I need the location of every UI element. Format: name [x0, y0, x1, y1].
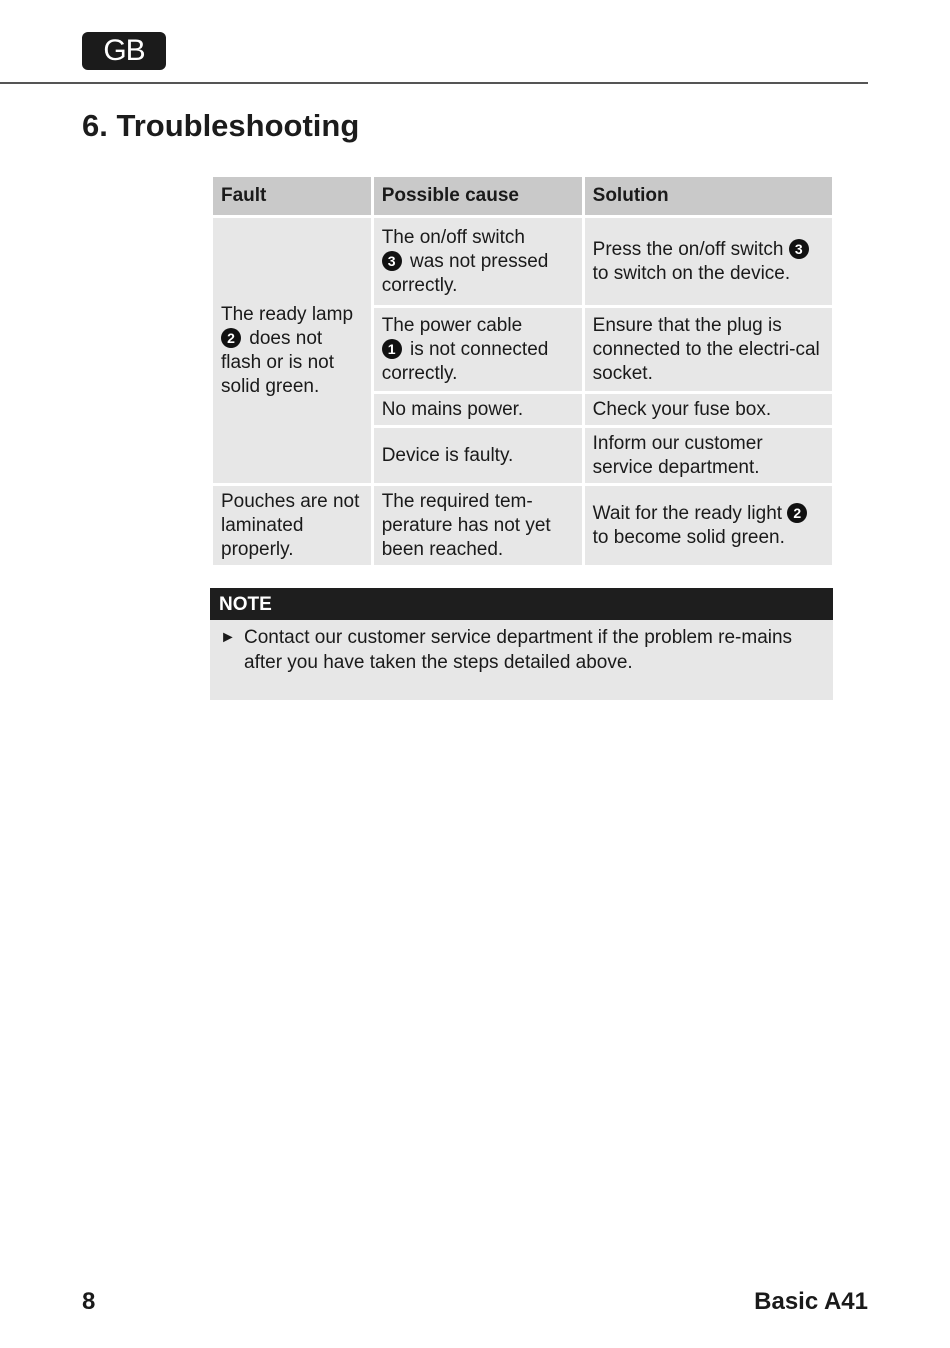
page-title: 6. Troubleshooting: [82, 108, 360, 143]
note-item: [210, 620, 833, 675]
note-box: [210, 588, 833, 700]
solution-post: to become solid green.: [592, 526, 785, 548]
troubleshooting-table: [210, 174, 835, 568]
solution-cell: [583, 485, 833, 567]
page-number: 8: [82, 1288, 96, 1315]
cause-pre: The power cable: [381, 314, 523, 336]
ready-lamp-ref-number: 2: [221, 328, 241, 348]
switch-ref-number: 3: [789, 239, 809, 259]
note-heading: NOTE: [210, 588, 833, 620]
cause-pre: The on/off switch: [381, 226, 525, 248]
cause-cell: [372, 307, 583, 393]
header-rule: [0, 82, 868, 84]
cause-cell: No mains power.: [372, 393, 583, 427]
solution-cell: [583, 217, 833, 307]
solution-post: to switch on the device.: [592, 262, 791, 284]
solution-cell: Ensure that the plug is connected to the electri-cal socket.: [583, 307, 833, 393]
cause-cell: Device is faulty.: [372, 427, 583, 485]
header-solution: Solution: [583, 176, 833, 217]
header-possible-cause: Possible cause: [372, 176, 583, 217]
cause-post: was not pressed correctly.: [381, 250, 549, 296]
header-fault: Fault: [212, 176, 373, 217]
solution-pre: Press the on/off switch: [592, 238, 784, 260]
solution-pre: Wait for the ready light: [592, 502, 783, 524]
solution-cell: Check your fuse box.: [583, 393, 833, 427]
fault-cell: [212, 217, 373, 485]
table-row: [212, 217, 834, 307]
table-row: [212, 485, 834, 567]
switch-ref-number: 3: [382, 251, 402, 271]
cause-cell: The required tem-perature has not yet been reached.: [372, 485, 583, 567]
note-text: Contact our customer service department if the problem re-mains after you have taken the steps detailed above.: [244, 627, 793, 673]
fault-text: does not flash or is not solid green.: [221, 327, 334, 397]
power-cable-ref-number: 1: [382, 339, 402, 359]
fault-cell: Pouches are not laminated properly.: [212, 485, 373, 567]
product-name: Basic A41: [754, 1288, 868, 1315]
ready-light-ref-number: 2: [787, 503, 807, 523]
language-badge: GB: [82, 32, 166, 70]
table-header-row: [212, 176, 834, 217]
cause-post: is not connected correctly.: [381, 338, 549, 384]
cause-cell: [372, 217, 583, 307]
arrow-right-icon: ►: [220, 629, 236, 646]
fault-prefix: The ready lamp: [221, 303, 354, 325]
solution-cell: Inform our customer service department.: [583, 427, 833, 485]
